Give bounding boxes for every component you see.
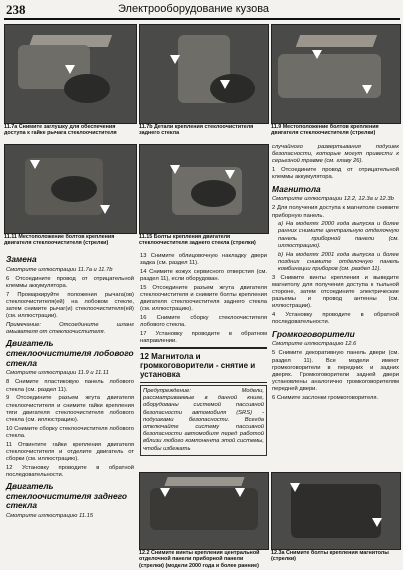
section-title-windshield-motor: Двигатель стеклоочистителя лобового стекла (6, 338, 134, 368)
see-illustrations: Смотрите иллюстрации 11.9 и 11.11 (6, 370, 109, 377)
column-3 (272, 144, 399, 404)
warning: Предупреждение: Модели, рассматриваемые в данной книге, оборудованы системой пассивной безопасности автомобиля (SRS) - подушками безопасности. Всегда отключайте систему пассивной безопасности автомобиля перед работой вблизи любого компонента этой системы, чтобы избежать (140, 385, 267, 456)
photo-12-3a (271, 472, 401, 550)
paragraph-8: 8 Снимите пластиковую панель лобового стекла (см. раздел 11). (6, 379, 134, 393)
paragraph-10: 10 Снимите сборку стеклоочистителя лобового стекла. (6, 425, 134, 439)
paragraph-13: 13 Снимите облицовочную накладку двери задка (см. раздел 11). (140, 253, 267, 267)
section-title-replace: Замена (6, 254, 37, 264)
paragraph-continued: случайного развертывания подушек безопасности, которые могут привести к серьезной травме (см. главу 26). (272, 144, 399, 165)
paragraph-3: 3 Снимите винты крепления и выведите магнитолу для получения доступа к тыльной стороне, затем отсоедините электрические разъемы и провод антенны (см. иллюстрации). (272, 274, 399, 310)
column-2 (140, 253, 267, 457)
paragraph-12: 12 Установку проводите в обратной последовательности. (6, 464, 134, 478)
caption-11-11: 11.11 Местоположение болтов крепления двигателя стеклоочистителя (стрелки) (4, 234, 115, 247)
section-title-radio-unit: Магнитола (272, 183, 321, 194)
header-rule (4, 18, 400, 20)
paragraph-7: 7 Промаркируйте положения рычага(ов) стеклоочистителя(ей) на лобовом стекле, затем снимите рычаг(и) стеклоочистителя(ей) (см. иллюстрации). (6, 291, 134, 320)
section-rule (140, 347, 267, 348)
paragraph-14: 14 Снимите кожух сервисного отверстия (см. раздел 11), если оборудован. (140, 268, 267, 283)
section-title-rear-motor: Двигатель стеклоочистителя заднего стекла (6, 481, 128, 511)
paragraph-11: 11 Отвинтите гайки крепления двигателя стеклоочистителя и отделите двигатель от сборки (см. иллюстрацию). (6, 441, 134, 462)
caption-12-2: 12.2 Снимите винты крепления центральной отделочной панели приборной панели (стрелки) (модели 2000 года и более ранние) (139, 550, 260, 569)
paragraph-2b: b) На моделях 2001 года выпуска и более поздних снимите отделочную панель комбинации приборов (см. раздел 11). (278, 251, 399, 272)
paragraph-16: 16 Снимите сборку стеклоочистителя лобового стекла. (140, 315, 267, 329)
paragraph-9: 9 Отсоедините разъем жгута двигателя стеклоочистителя и снимите гайки крепления тяги двигателя стеклоочистителя лобового стекла (см. иллюстрацию). (6, 395, 134, 423)
paragraph-2a: a) На моделях 2000 года выпуска и более ранних снимите центральную отделочную панель приборной панели (см. иллюстрацию). (278, 221, 399, 249)
photo-12-2 (139, 472, 269, 550)
see-illustrations: Смотрите иллюстрацию 12.6 (272, 341, 357, 348)
note: Примечание: Отсоедините шланг омывателя от стеклоочистителя. (6, 322, 134, 336)
section-title-speakers: Громкоговорители (272, 328, 355, 339)
caption-11-7b: 11.7b Детали крепления стеклоочистителя заднего стекла (139, 124, 254, 137)
caption-11-15: 11.15 Болты крепления двигателя стеклоочистителя заднего стекла (стрелки) (139, 234, 256, 247)
paragraph-17: 17 Установку проводите в обратном направлении. (140, 331, 267, 345)
photo-11-7b (139, 24, 269, 124)
caption-11-7a: 11.7а Снимите заглушку для обеспечения доступа к гайке рычага стеклоочистителя (4, 124, 117, 137)
paragraph-1: 1 Отсоедините провод от отрицательной клеммы аккумулятора. (272, 167, 399, 181)
paragraph-6: 6 Снимите заслонки громкоговорителя. (272, 395, 379, 402)
section-rule (140, 382, 267, 383)
page-number: 238 (6, 2, 26, 17)
see-illustrations: Смотрите иллюстрации 12.2, 12.3а и 12.3b (272, 196, 394, 203)
caption-11-9: 11.9 Местоположение болтов крепления двигателя стеклоочистителя (стрелки) (271, 124, 379, 137)
photo-11-15 (139, 144, 269, 234)
paragraph-6: 6 Отсоедините провод от отрицательной клеммы аккумулятора. (6, 275, 134, 289)
section-title-radio: 12 Магнитола и громкоговорители - снятие и установка (140, 351, 256, 380)
photo-11-11 (4, 144, 137, 234)
paragraph-2: 2 Для получения доступа к магнитоле снимите приборную панель. (272, 205, 399, 219)
see-illustrations: Смотрите иллюстрацию 11.15 (6, 512, 94, 519)
column-1 (6, 252, 134, 522)
photo-11-7a (4, 24, 137, 124)
paragraph-5: 5 Снимите декоративную панель двери (см. раздел 11). Все модели имеют громкоговорители в передних и задних дверях. Громкоговорители задней двери установлены аналогично громкоговорителям передней двери. (272, 350, 399, 393)
paragraph-15: 15 Отсоедините разъем жгута двигателя стеклоочистителя и снимите болты крепления двигателя стеклоочистителя заднего стекла (см. иллюстрацию). (140, 284, 267, 313)
caption-12-3a: 12.3а Снимите болты крепления магнитолы (стрелки) (271, 550, 389, 563)
page-title: Электрооборудование кузова (118, 3, 270, 15)
photo-11-9 (271, 24, 401, 124)
see-illustrations: Смотрите иллюстрации 11.7а и 11.7b (6, 266, 113, 273)
paragraph-4: 4 Установку проводите в обратной последовательности. (272, 312, 399, 326)
